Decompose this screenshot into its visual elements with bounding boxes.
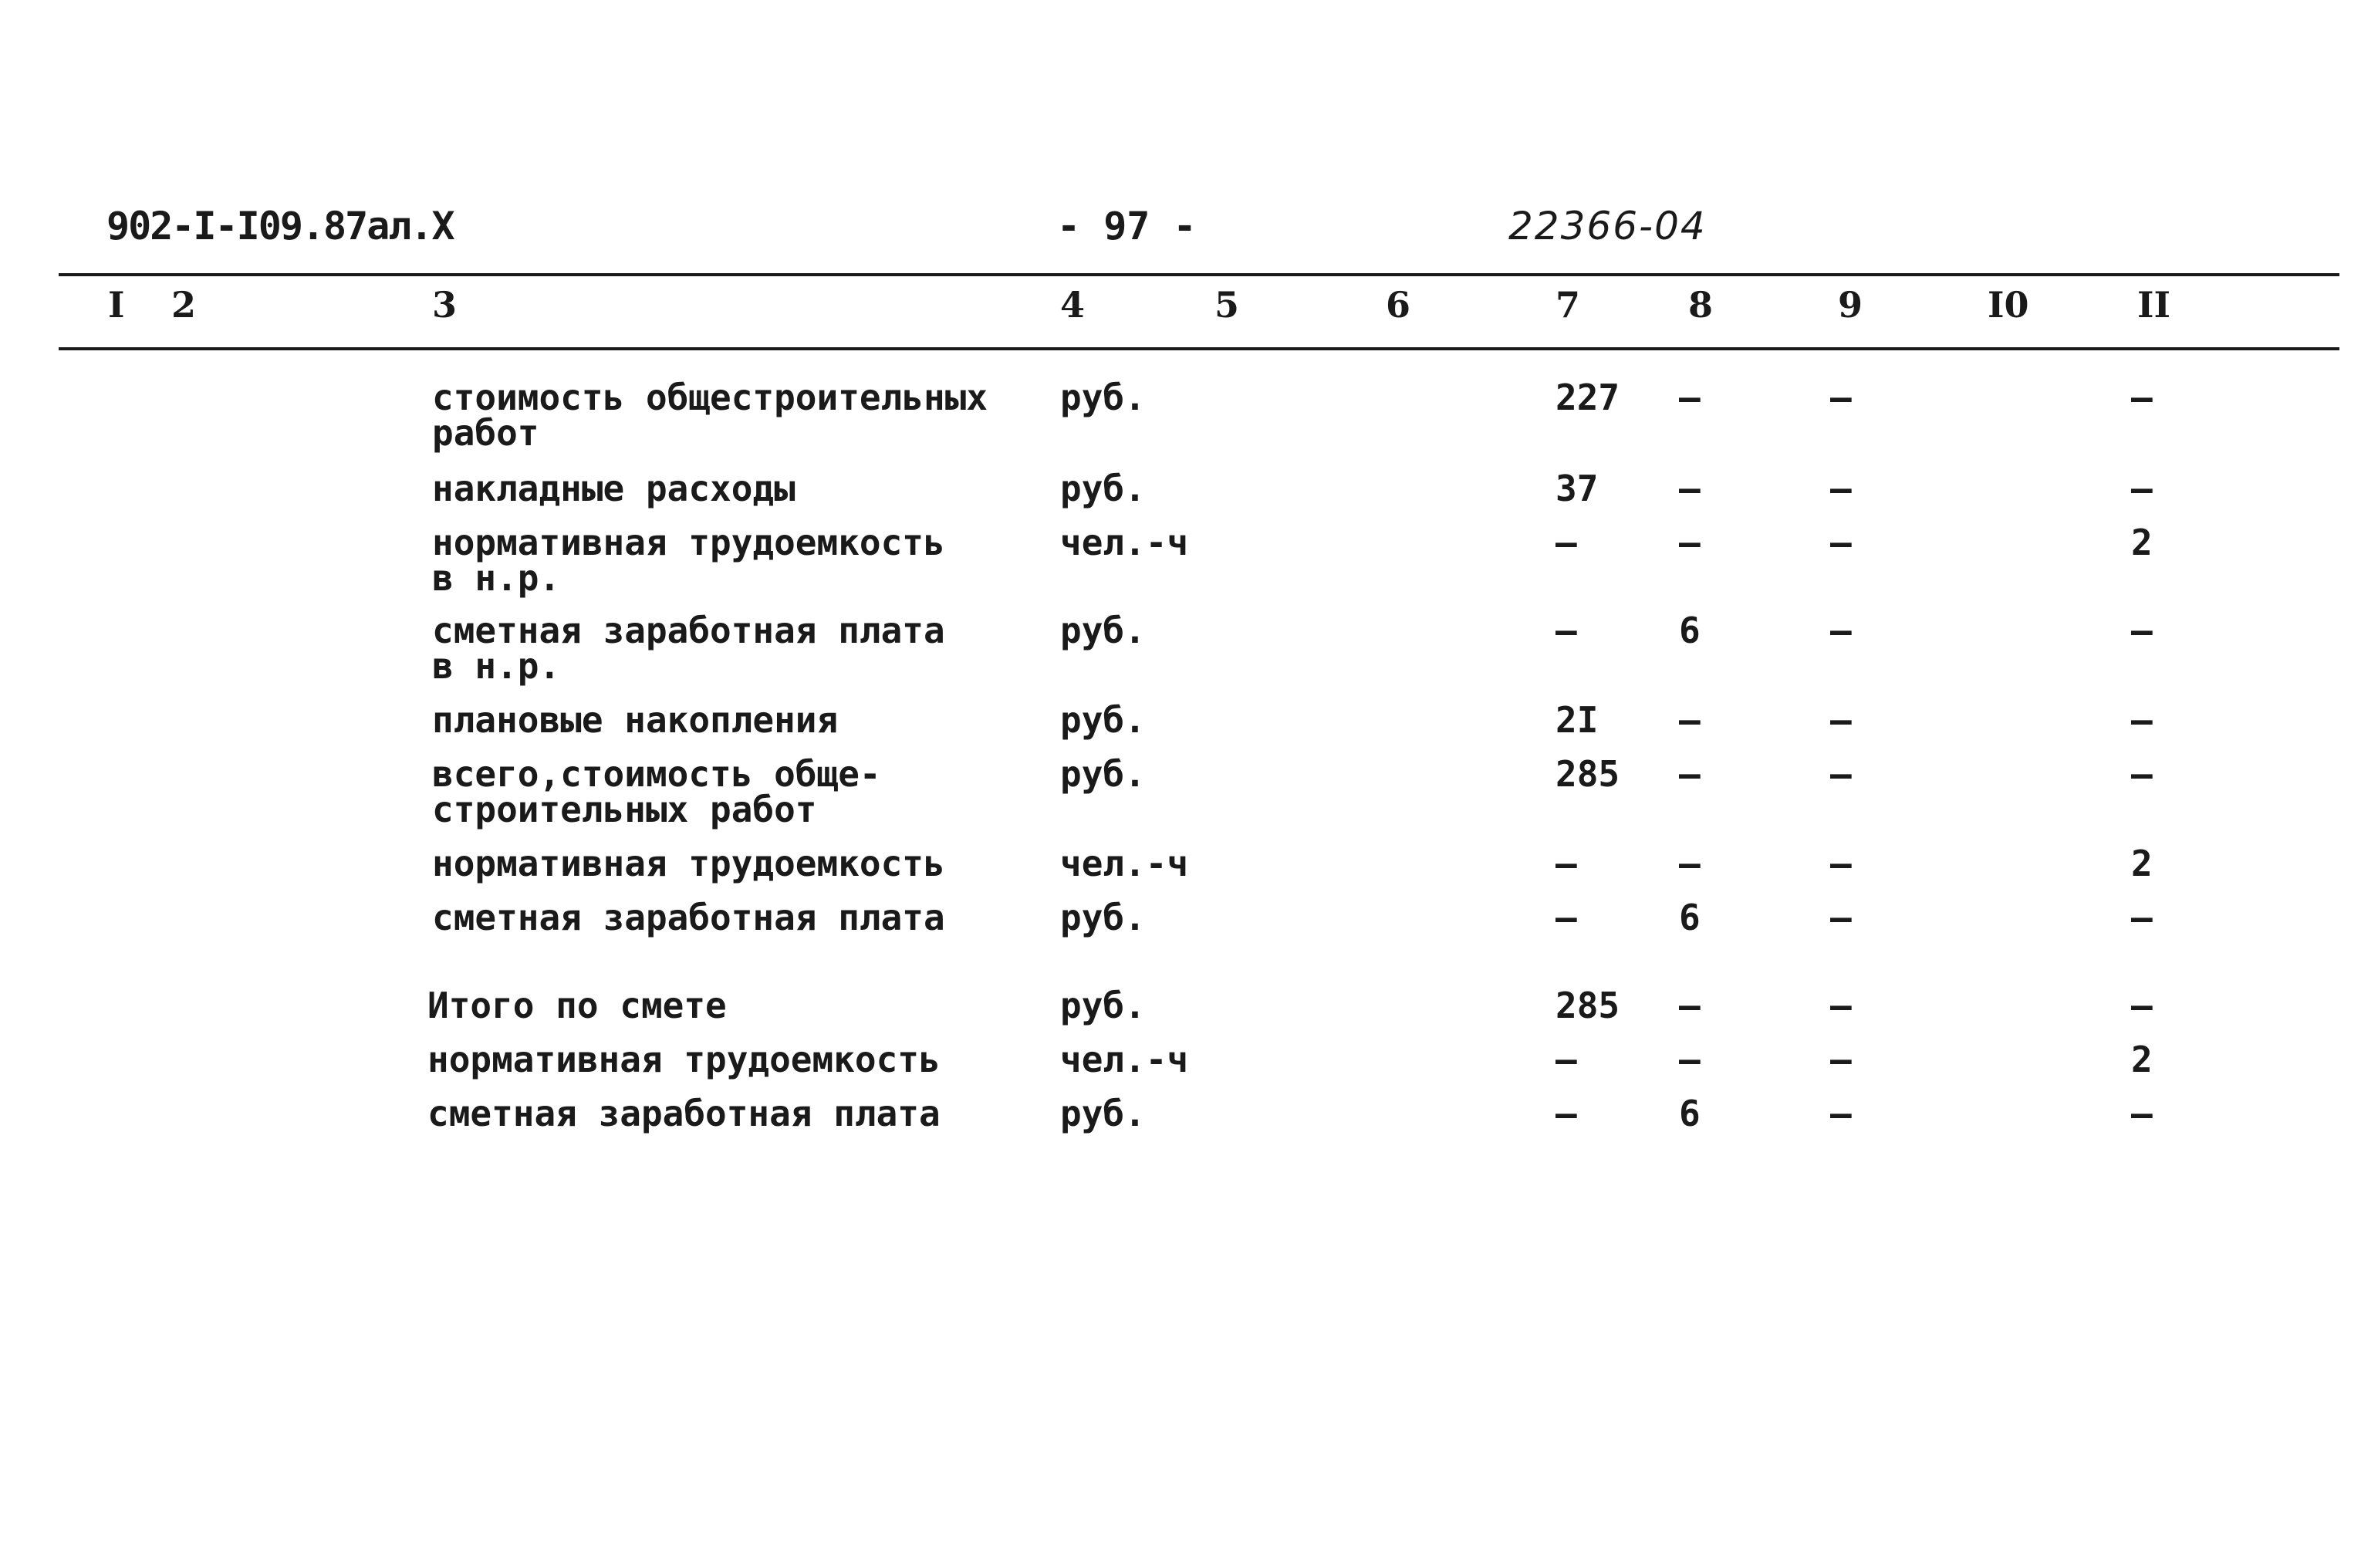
row-unit: руб.: [1060, 897, 1146, 938]
row-col11: –: [2131, 1093, 2153, 1134]
row-col8: 6: [1679, 1093, 1701, 1134]
row-col11: –: [2131, 897, 2153, 938]
row-col11: –: [2131, 753, 2153, 795]
row-description: сметная заработная плата в н.р.: [432, 610, 945, 687]
row-col9: –: [1830, 610, 1852, 651]
row-unit: руб.: [1060, 985, 1146, 1026]
row-col9: –: [1830, 753, 1852, 795]
column-header-6: 6: [1386, 284, 1411, 326]
row-col7: –: [1555, 522, 1577, 563]
row-col8: –: [1679, 985, 1701, 1026]
row-col7: –: [1555, 610, 1577, 651]
row-col9: –: [1830, 699, 1852, 741]
row-col7: –: [1555, 1093, 1577, 1134]
column-header-8: 8: [1688, 284, 1714, 326]
column-header-3: 3: [432, 284, 458, 326]
row-description: нормативная трудоемкость в н.р.: [432, 522, 945, 599]
row-unit: руб.: [1060, 468, 1146, 509]
row-col7: –: [1555, 1039, 1577, 1080]
table-top-rule: [59, 273, 2339, 276]
row-col8: –: [1679, 468, 1701, 509]
row-col8: 6: [1679, 610, 1701, 651]
row-col9: –: [1830, 985, 1852, 1026]
row-col9: –: [1830, 1039, 1852, 1080]
row-col8: –: [1679, 1039, 1701, 1080]
row-col8: –: [1679, 843, 1701, 884]
row-description: сметная заработная плата: [432, 897, 945, 938]
row-unit: руб.: [1060, 699, 1146, 741]
column-header-9: 9: [1838, 284, 1863, 326]
row-col11: 2: [2131, 522, 2153, 563]
row-description: плановые накопления: [432, 699, 839, 741]
row-unit: руб.: [1060, 1093, 1146, 1134]
row-description: нормативная трудоемкость: [432, 843, 945, 884]
column-header-5: 5: [1214, 284, 1240, 326]
column-header-1: I: [108, 284, 125, 326]
row-col7: –: [1555, 897, 1577, 938]
page-number: - 97 -: [1057, 204, 1197, 248]
row-description: всего,стоимость обще- строительных работ: [432, 753, 881, 830]
column-header-11: II: [2137, 284, 2171, 326]
row-col11: –: [2131, 985, 2153, 1026]
column-header-7: 7: [1555, 284, 1581, 326]
column-header-4: 4: [1060, 284, 1086, 326]
row-col9: –: [1830, 468, 1852, 509]
row-unit: чел.-ч: [1060, 843, 1189, 884]
row-col11: 2: [2131, 843, 2153, 884]
row-col7: 285: [1555, 753, 1620, 795]
row-col9: –: [1830, 843, 1852, 884]
row-col7: 285: [1555, 985, 1620, 1026]
document-number: 22366-04: [1508, 204, 1707, 248]
row-description: сметная заработная плата: [427, 1093, 941, 1134]
row-col11: –: [2131, 377, 2153, 418]
document-code: 902-I-I09.87ал.X: [106, 204, 454, 248]
row-description: стоимость общестроительных работ: [432, 377, 988, 454]
row-col11: –: [2131, 610, 2153, 651]
row-unit: руб.: [1060, 610, 1146, 651]
row-col7: 2I: [1555, 699, 1599, 741]
row-unit: руб.: [1060, 377, 1146, 418]
row-description: нормативная трудоемкость: [427, 1039, 941, 1080]
row-col11: 2: [2131, 1039, 2153, 1080]
row-description: Итого по смете: [427, 985, 727, 1026]
row-col7: 227: [1555, 377, 1620, 418]
row-unit: руб.: [1060, 753, 1146, 795]
column-header-2: 2: [171, 284, 197, 326]
row-col11: –: [2131, 699, 2153, 741]
row-col7: 37: [1555, 468, 1599, 509]
row-col8: –: [1679, 377, 1701, 418]
row-col9: –: [1830, 377, 1852, 418]
row-col8: 6: [1679, 897, 1701, 938]
row-col9: –: [1830, 522, 1852, 563]
row-col9: –: [1830, 897, 1852, 938]
row-unit: чел.-ч: [1060, 522, 1189, 563]
table-header-rule: [59, 347, 2339, 350]
row-unit: чел.-ч: [1060, 1039, 1189, 1080]
row-description: накладные расходы: [432, 468, 795, 509]
row-col8: –: [1679, 522, 1701, 563]
row-col11: –: [2131, 468, 2153, 509]
row-col8: –: [1679, 699, 1701, 741]
row-col9: –: [1830, 1093, 1852, 1134]
row-col7: –: [1555, 843, 1577, 884]
column-header-10: I0: [1988, 284, 2029, 326]
row-col8: –: [1679, 753, 1701, 795]
